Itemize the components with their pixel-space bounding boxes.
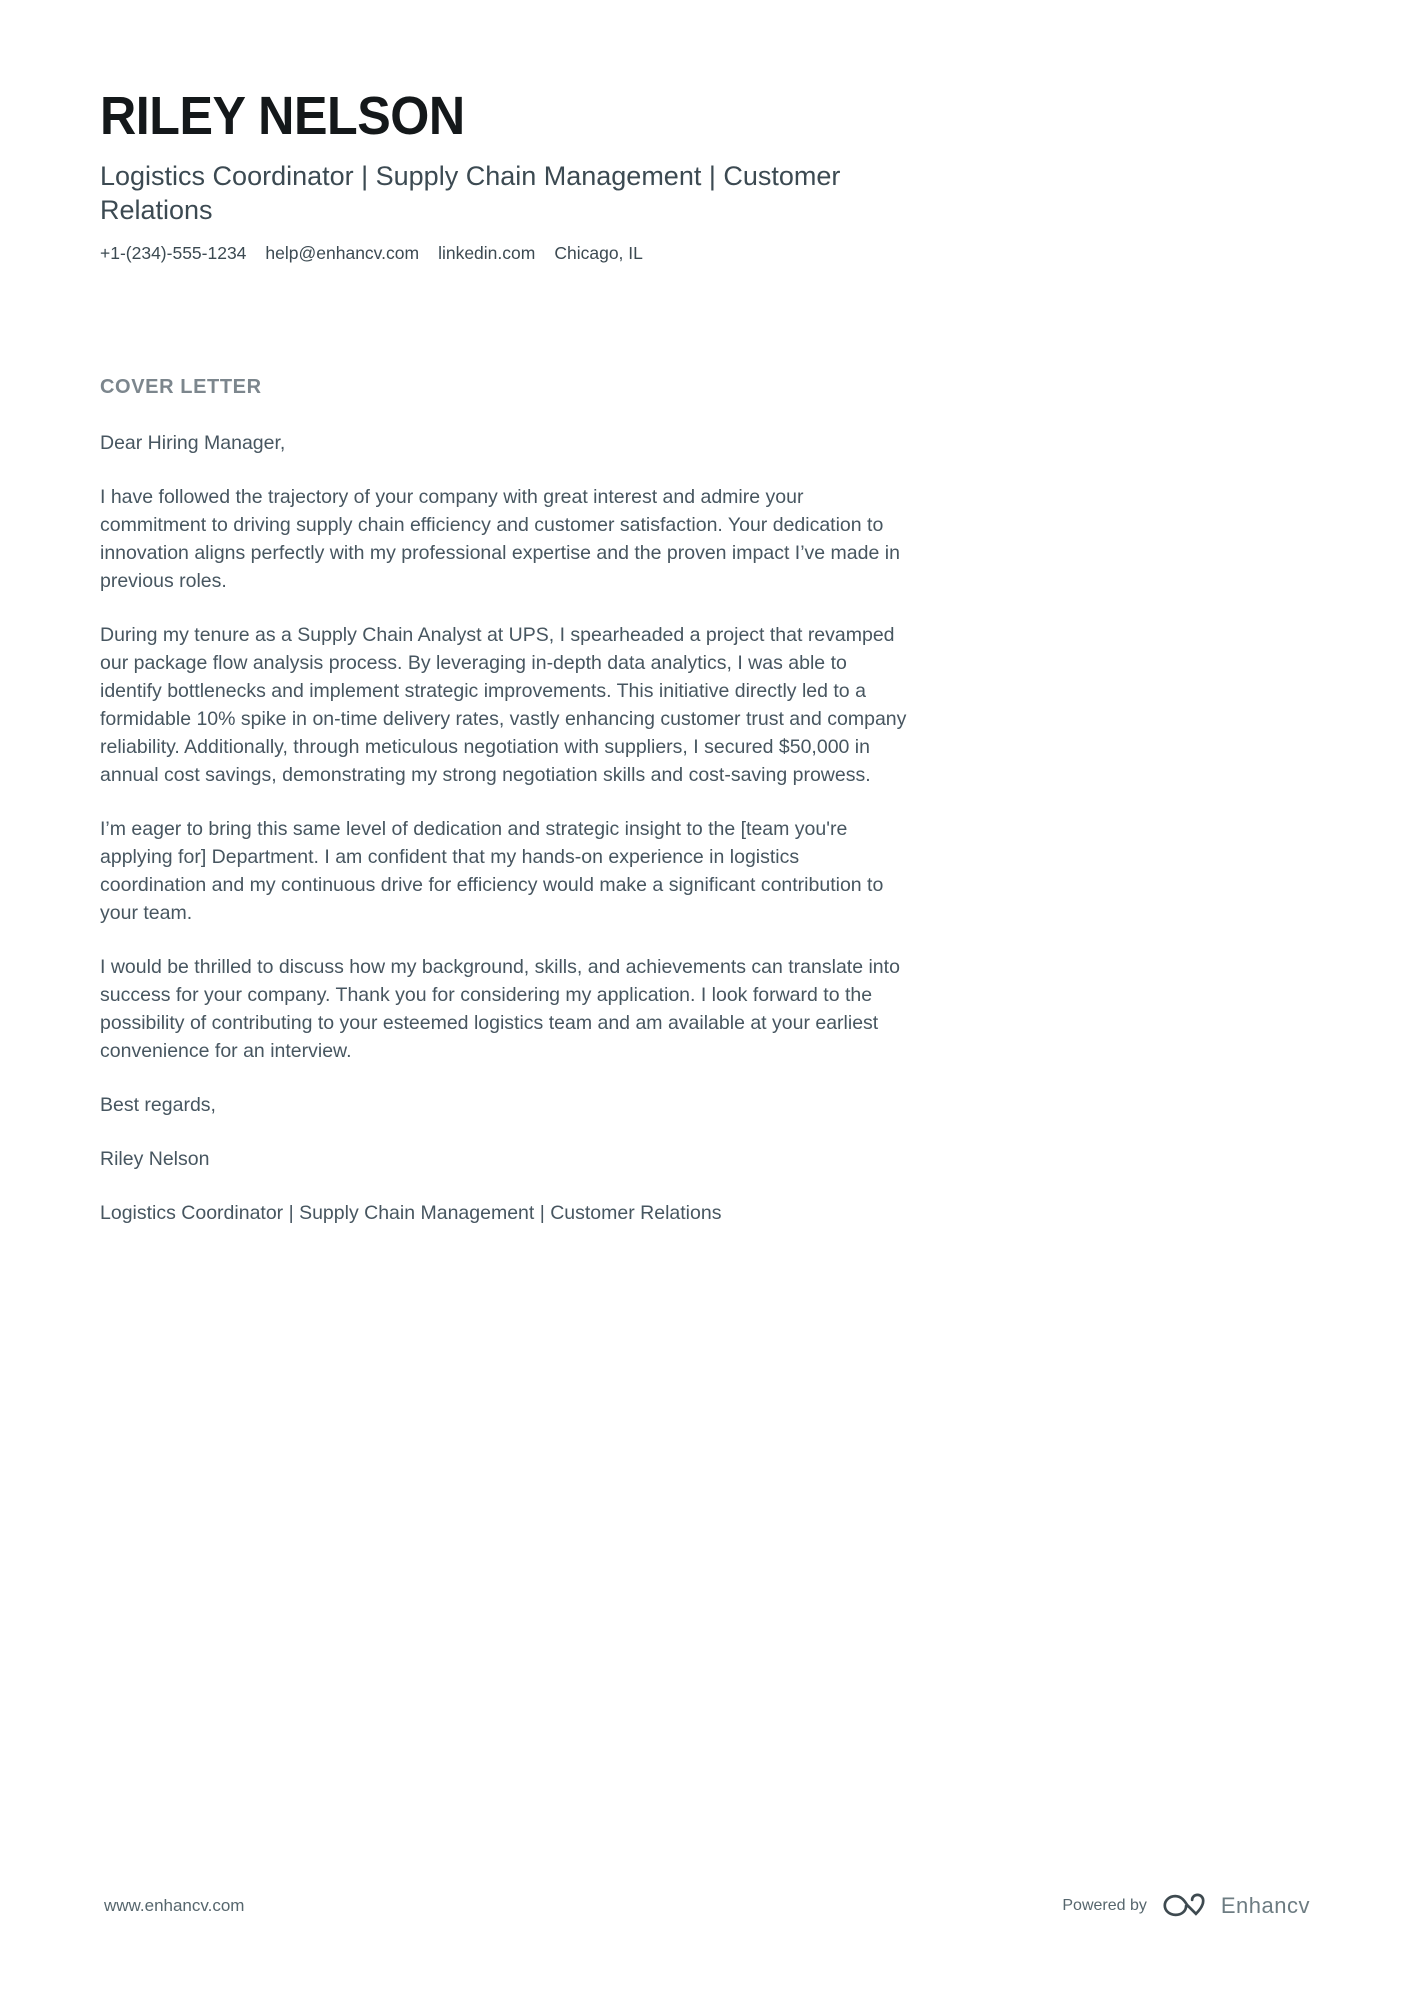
paragraph-2: During my tenure as a Supply Chain Analyst at UPS, I spearheaded a project that revamped our package flow analysis process. By leveraging in-depth data analytics, I was able to identify bottlenecks and implement strategic improvements. This initiative directly led to a formidable 10% spike in on-time delivery rates, vastly enhancing customer trust and company reliability. Additionally, through meticulous negotiation with suppliers, I secured $50,000 in annual cost savings, demonstrating my strong negotiation skills and cost-saving prowess. (100, 623, 907, 786)
person-headline: Logistics Coordinator | Supply Chain Management | Customer Relations (100, 161, 841, 226)
signature-name: Riley Nelson (100, 1147, 210, 1170)
powered-by-badge (1062, 1892, 1310, 1919)
salutation: Dear Hiring Manager, (100, 431, 286, 454)
contact-location: Chicago, IL (554, 242, 643, 263)
footer-website-link: www.enhancv.com (104, 1895, 245, 1915)
contact-phone: +1-(234)-555-1234 (100, 242, 247, 263)
closing-line: Best regards, (100, 1093, 216, 1116)
paragraph-1: I have followed the trajectory of your company with great interest and admire your commitment to driving supply chain efficiency and customer satisfaction. Your dedication to innovation aligns perfectly with my professional expertise and the proven impact I’ve made in previous roles. (100, 485, 900, 592)
powered-by-label: Powered by (1062, 1896, 1147, 1914)
paragraph-3: I’m eager to bring this same level of dedication and strategic insight to the [team you're applying for] Department. I am confident that my hands-on experience in logistics coordination and my continuous drive for efficiency would make a significant contribution to your team. (100, 817, 884, 924)
enhancv-wordmark: Enhancv (1220, 1892, 1310, 1918)
enhancv-infinity-logo-icon (1161, 1892, 1207, 1919)
section-heading-cover-letter: COVER LETTER (100, 375, 262, 398)
contact-info-row (100, 243, 910, 264)
contact-linkedin: linkedin.com (438, 242, 536, 263)
contact-email: help@enhancv.com (265, 242, 420, 263)
paragraph-4: I would be thrilled to discuss how my background, skills, and achievements can translate into success for your company. Thank you for considering my application. I look forward to the possibility of contributing to your esteemed logistics team and am available at your earliest convenience for an interview. (100, 955, 900, 1062)
signature-title: Logistics Coordinator | Supply Chain Management | Customer Relations (100, 1201, 722, 1224)
page-footer (104, 1892, 1310, 1919)
document-content (0, 0, 1010, 1227)
letter-body (100, 429, 910, 1227)
person-name: RILEY NELSON (100, 86, 465, 146)
